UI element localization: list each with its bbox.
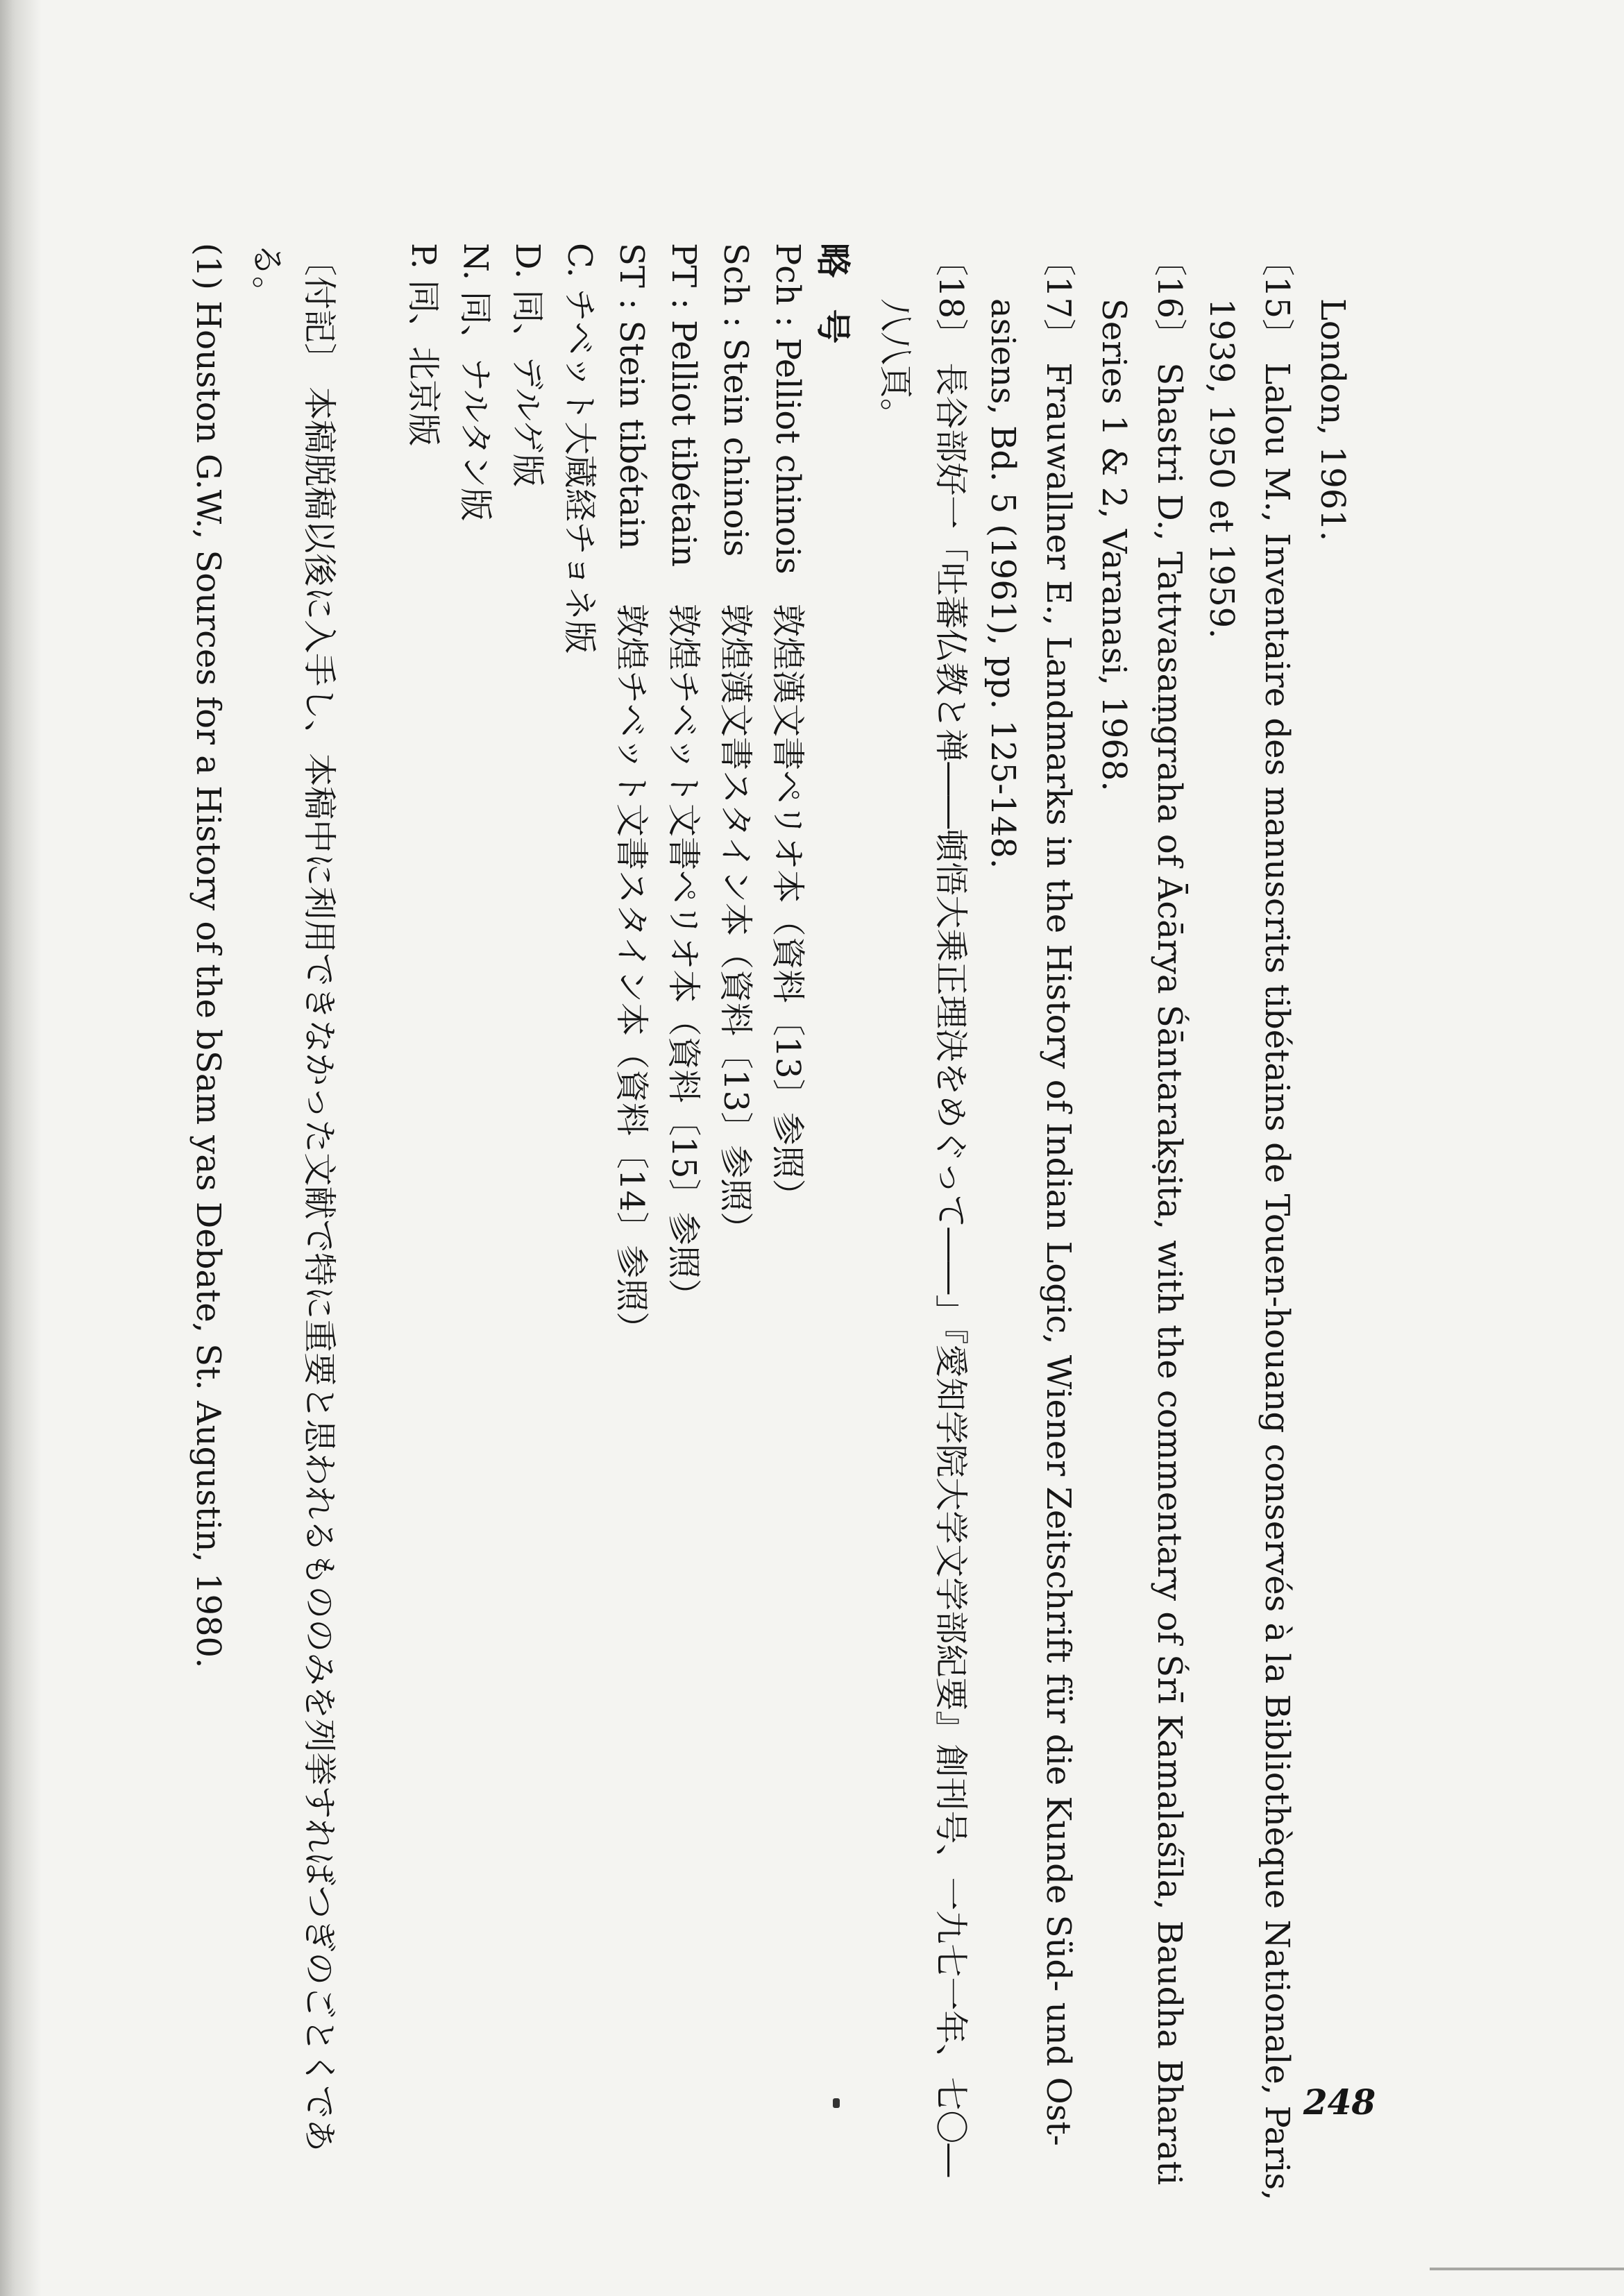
abbreviations-heading: 略 号 [813, 243, 854, 354]
reference-line: 八八頁。 [876, 298, 915, 432]
reference-line: Series 1 & 2, Varanasi, 1968. [1094, 298, 1133, 792]
reference-line: 1939, 1950 et 1959. [1202, 298, 1241, 639]
abbreviation-key: PT : Pelliot tibétain [664, 243, 703, 567]
abbreviation-key: P. 同、北京版 [404, 243, 443, 447]
reference-line: London, 1961. [1313, 298, 1352, 542]
reference-line: asiens, Bd. 5 (1961), pp. 125-148. [983, 298, 1022, 869]
appendix-line: る。 [248, 243, 287, 310]
abbreviation-value: 敦煌漢文書ペリオ本（資料〔13〕参照） [768, 604, 807, 1212]
abbreviation-key: C. チベット大蔵経チョネ版 [560, 243, 599, 654]
page-number: 248 [1303, 2082, 1376, 2123]
appendix-item: (1) Houston G.W., Sources for a History of the bSam yas Debate, St. Augustin, 1980. [189, 243, 228, 1669]
reference-line: 〔18〕 長谷部好一「吐蕃仏教と禅――頓悟大乗正理決をめぐって――」『愛知学院大学文学部紀要』創刊号、一九七一年、七〇― [931, 243, 970, 2177]
abbreviation-key: N. 同、ナルタン版 [456, 243, 495, 522]
abbreviation-value: 敦煌チベット文書スタイン本（資料〔14〕参照） [612, 604, 651, 1345]
abbreviation-key: Sch : Stein chinois [716, 243, 755, 557]
abbreviation-value: 敦煌チベット文書ペリオ本（資料〔15〕参照） [664, 604, 703, 1312]
reference-line: 〔15〕 Lalou M., Inventaire des manuscrits tibétains de Touen-houang conservés à la Bibliothèque Nationale, Paris, [1258, 243, 1296, 2201]
reference-line: 〔17〕 Frauwallner E., Landmarks in the History of Indian Logic, Wiener Zeitschrift für die Kunde Süd- und Ost- [1039, 243, 1078, 2146]
abbreviation-value: 敦煌漢文書スタイン本（資料〔13〕参照） [716, 604, 755, 1245]
abbreviation-key: D. 同、デルゲ版 [508, 243, 547, 487]
appendix-line: 〔付記〕 本稿脱稿以後に入手し、本稿中に利用できなかった文献で特に重要と思われるもののみを列挙すればつぎのごとくであ [300, 243, 339, 2152]
abbreviation-key: ST : Stein tibétain [612, 243, 651, 550]
reference-line: 〔16〕 Shastri D., Tattvasaṃgraha of Ācārya Śāntarakṣita, with the commentary of Śrī Kamalaśīla, Baudha Bharati [1150, 243, 1189, 2186]
abbreviation-key: Pch : Pelliot chinois [768, 243, 807, 575]
